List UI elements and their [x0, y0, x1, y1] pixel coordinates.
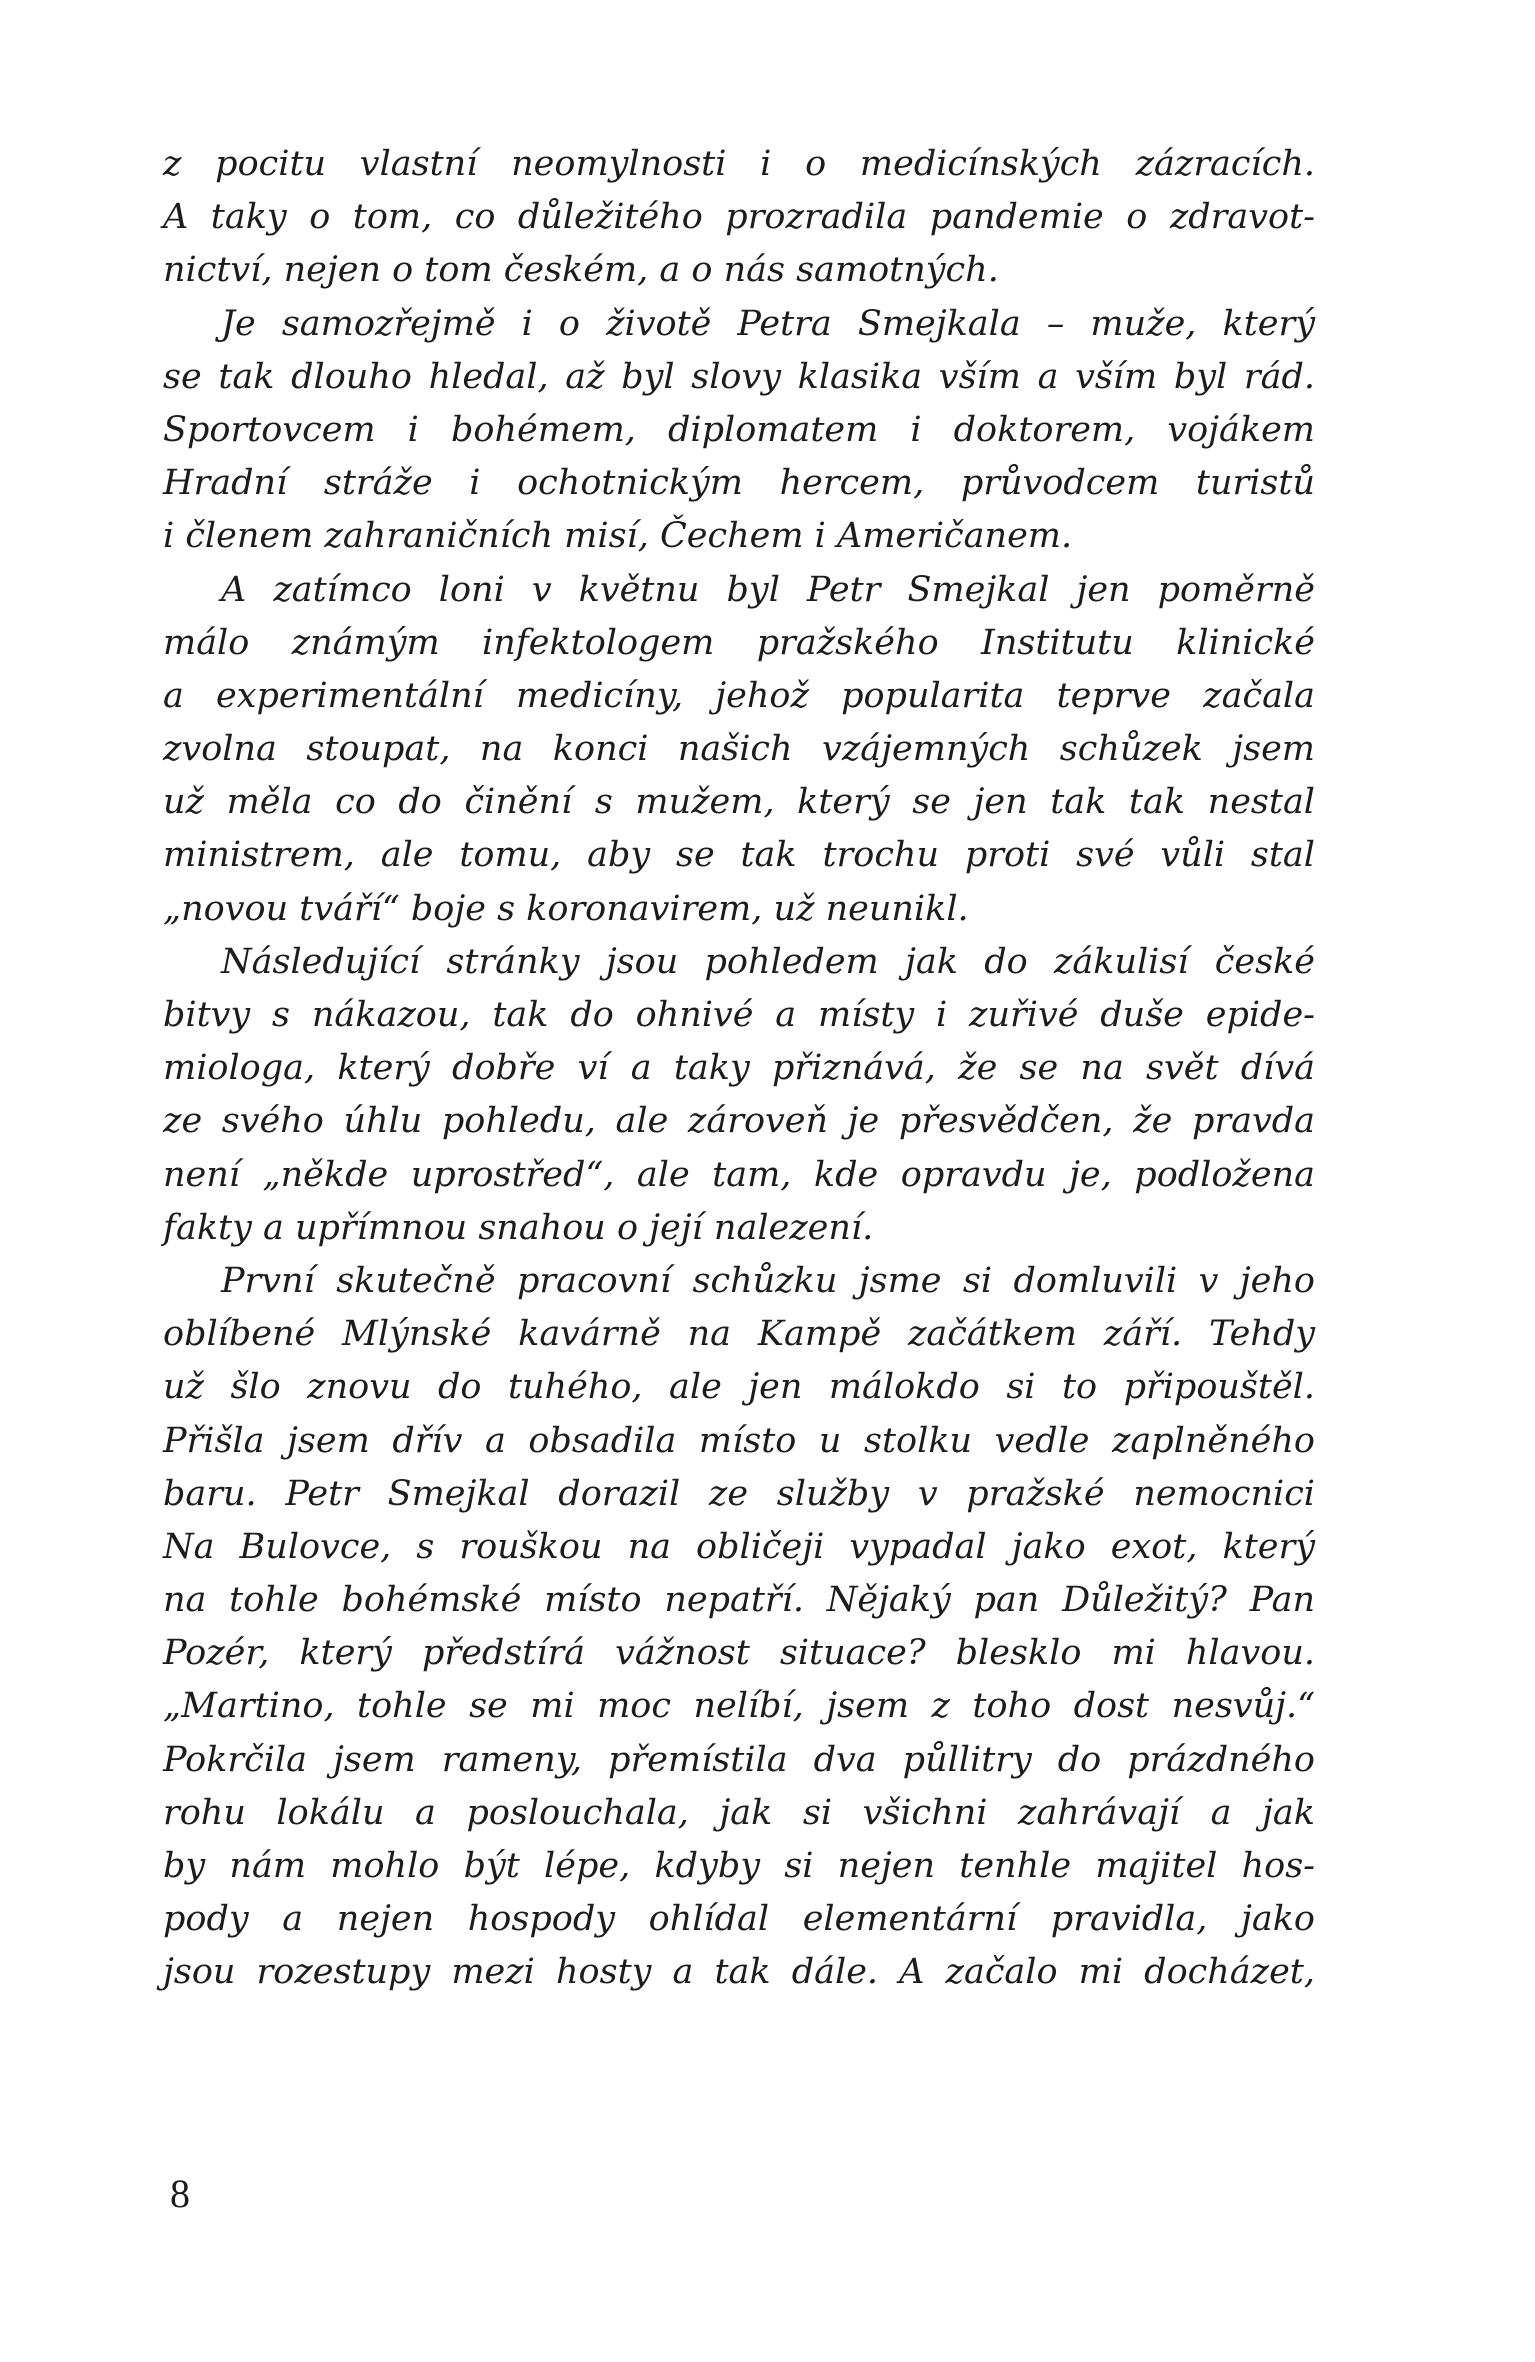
- text-line: Přišla jsem dřív a obsadila místo u stolku vedle zaplněného: [163, 1420, 1315, 1461]
- text-line: První skutečně pracovní schůzku jsme si domluvili v jeho: [221, 1260, 1315, 1301]
- text-line: Pokrčila jsem rameny, přemístila dva půllitry do prázdného: [163, 1739, 1315, 1780]
- text-line: rohu lokálu a poslouchala, jak si všichni zahrávají a jak: [163, 1792, 1315, 1833]
- text-line: ministrem, ale tomu, aby se tak trochu proti své vůli stal: [163, 835, 1315, 876]
- text-line: A taky o tom, co důležitého prozradila pandemie o zdravot-: [163, 197, 1315, 238]
- text-line: není „někde uprostřed“, ale tam, kde opravdu je, podložena: [163, 1154, 1315, 1195]
- text-line: Pozér, který předstírá vážnost situace? blesklo mi hlavou.: [163, 1633, 1315, 1674]
- text-line: i členem zahraničních misí, Čechem i Američanem.: [163, 516, 1073, 557]
- body-text: [163, 138, 1315, 2000]
- text-line: jsou rozestupy mezi hosty a tak dále. A začalo mi docházet,: [163, 1952, 1315, 1993]
- text-line: bitvy s nákazou, tak do ohnivé a místy i zuřivé duše epide-: [163, 995, 1315, 1035]
- text-line: zvolna stoupat, na konci našich vzájemných schůzek jsem: [163, 729, 1315, 770]
- text-line: Na Bulovce, s rouškou na obličeji vypadal jako exot, který: [163, 1526, 1315, 1567]
- text-line: už šlo znovu do tuhého, ale jen málokdo si to připouštěl.: [163, 1367, 1315, 1408]
- text-line: miologa, který dobře ví a taky přiznává, že se na svět dívá: [163, 1048, 1315, 1089]
- text-line: z pocitu vlastní neomylnosti i o medicínských zázracích.: [163, 144, 1315, 184]
- text-line: Je samozřejmě i o životě Petra Smejkala – muže, který: [221, 303, 1315, 344]
- text-line: pody a nejen hospody ohlídal elementární pravidla, jako: [163, 1899, 1315, 1940]
- text-line: by nám mohlo být lépe, kdyby si nejen tenhle majitel hos-: [163, 1846, 1315, 1886]
- text-line: „novou tváří“ boje s koronavirem, už neunikl.: [163, 888, 969, 929]
- text-line: Hradní stráže i ochotnickým hercem, průvodcem turistů: [163, 463, 1315, 504]
- text-line: fakty a upřímnou snahou o její nalezení.: [163, 1207, 874, 1248]
- page-number: 8: [170, 2171, 190, 2216]
- text-line: se tak dlouho hledal, až byl slovy klasika vším a vším byl rád.: [163, 356, 1315, 397]
- text-line: Následující stránky jsou pohledem jak do zákulisí české: [221, 941, 1315, 982]
- text-line: „Martino, tohle se mi moc nelíbí, jsem z toho dost nesvůj.“: [163, 1686, 1315, 1727]
- text-line: a experimentální medicíny, jehož popularita teprve začala: [163, 675, 1315, 716]
- text-line: málo známým infektologem pražského Institutu klinické: [163, 622, 1315, 663]
- text-line: A zatímco loni v květnu byl Petr Smejkal jen poměrně: [221, 569, 1315, 610]
- text-line: baru. Petr Smejkal dorazil ze služby v pražské nemocnici: [163, 1473, 1315, 1514]
- text-line: ze svého úhlu pohledu, ale zároveň je přesvědčen, že pravda: [163, 1101, 1315, 1142]
- text-line: Sportovcem i bohémem, diplomatem i doktorem, vojákem: [163, 409, 1315, 450]
- text-line: na tohle bohémské místo nepatří. Nějaký pan Důležitý? Pan: [163, 1580, 1315, 1621]
- text-line: už měla co do činění s mužem, který se jen tak tak nestal: [163, 782, 1315, 823]
- text-line: nictví, nejen o tom českém, a o nás samotných.: [163, 250, 999, 291]
- text-line: oblíbené Mlýnské kavárně na Kampě začátkem září. Tehdy: [163, 1314, 1315, 1355]
